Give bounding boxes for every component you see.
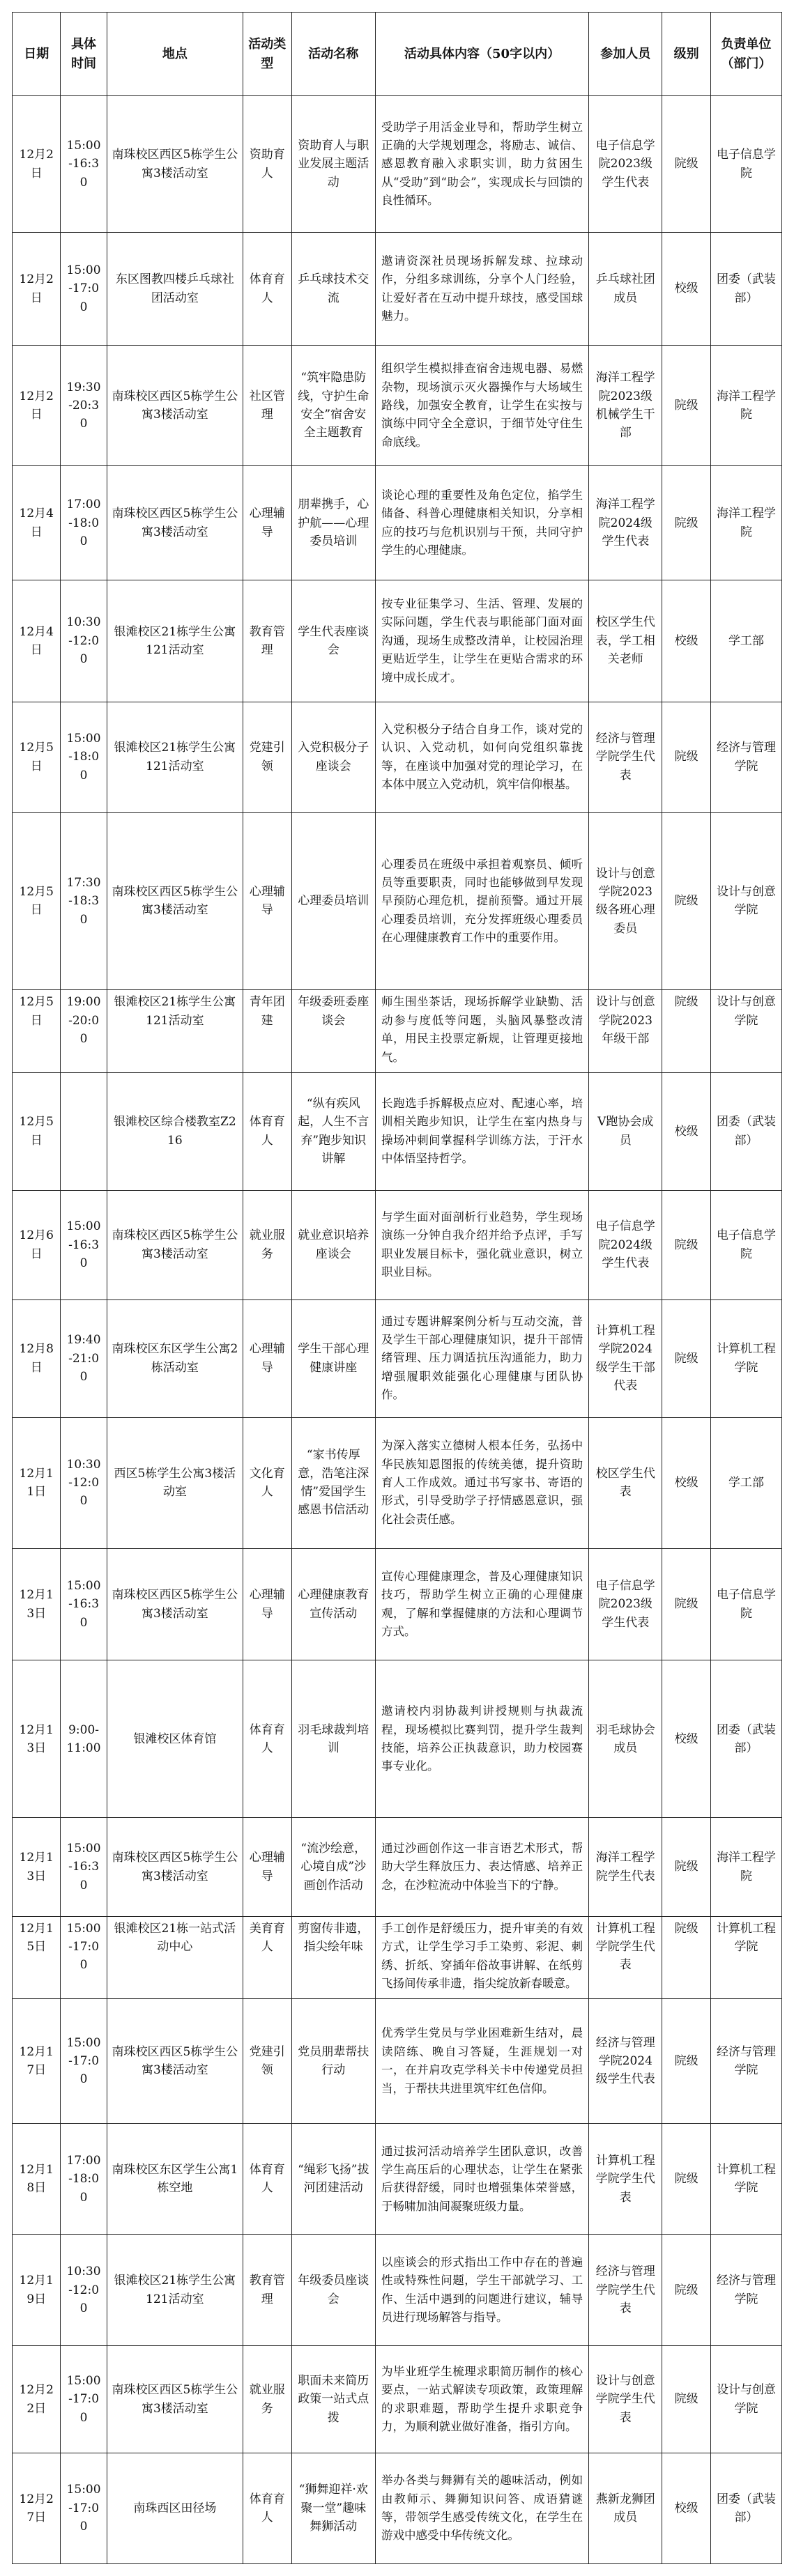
header-type: 活动类型	[243, 13, 291, 96]
table-row	[13, 2124, 782, 2235]
cell-unit: 电子信息学院	[710, 1190, 781, 1299]
cell-content: 为毕业班学生梳理求职简历制作的核心要点，一站式解读专项政策，政策理解的求职难题，帮助学生提升求职竞争力，为顺利就业做好准备，指引方向。	[376, 2346, 589, 2453]
table-body	[13, 96, 782, 2564]
cell-place: 银滩校区21栋学生公寓121活动室	[107, 702, 243, 812]
cell-type: 青年团建	[243, 990, 291, 1072]
cell-type: 体育育人	[243, 2124, 291, 2235]
cell-type: 美育育人	[243, 1916, 291, 1998]
cell-activity-name: “绳彩飞扬”拔河团建活动	[291, 2124, 375, 2235]
table-row	[13, 1818, 782, 1916]
cell-type: 体育育人	[243, 1072, 291, 1190]
cell-unit: 经济与管理学院	[710, 1998, 781, 2124]
header-place: 地点	[107, 13, 243, 96]
cell-level: 院级	[662, 702, 710, 812]
cell-content: 举办各类与舞狮有关的趣味活动，例如由教师示、舞狮知识问答、成语猜谜等，带领学生感受传统文化，在学生在游戏中感受中华传统文化。	[376, 2453, 589, 2563]
cell-type: 心理辅导	[243, 1818, 291, 1916]
cell-unit: 计算机工程学院	[710, 1916, 781, 1998]
table-row	[13, 1417, 782, 1548]
cell-type: 体育育人	[243, 2453, 291, 2563]
cell-activity-name: 党员朋辈帮扶行动	[291, 1998, 375, 2124]
cell-place: 南珠校区西区5栋学生公寓3楼活动室	[107, 1548, 243, 1660]
cell-content: 入党积极分子结合自身工作，谈对党的认识、入党动机，如何向党组织靠拢等，在座谈中加强对党的理论学习，在本体中展立入党动机，筑牢信仰根基。	[376, 702, 589, 812]
schedule-table-container	[12, 12, 782, 2564]
cell-content: 组织学生模拟排查宿舍违规电器、易燃杂物，现场演示灭火器操作与大场域生路线，加强安全教育，让学生在实按与演练中同守全全意识，于细节处守住生命底线。	[376, 345, 589, 465]
cell-unit: 海洋工程学院	[710, 466, 781, 580]
cell-date: 12月2日	[13, 96, 61, 233]
cell-time: 19:30-20:30	[61, 345, 107, 465]
cell-unit: 团委（武装部）	[710, 2453, 781, 2563]
cell-participants: 校区学生代表，学工相关老师	[589, 580, 662, 702]
cell-time: 15:00-16:30	[61, 1548, 107, 1660]
cell-activity-name: 职面未来简历政策一站式点拨	[291, 2346, 375, 2453]
cell-participants: 羽毛球协会成员	[589, 1660, 662, 1818]
table-row	[13, 1998, 782, 2124]
cell-date: 12月5日	[13, 1072, 61, 1190]
cell-content: 师生围坐茶话，现场拆解学业缺勤、活动参与度低等问题，头脑风暴整改清单，用民主投票定新规，让管理更接地气。	[376, 990, 589, 1072]
cell-place: 银滩校区21栋一站式活动中心	[107, 1916, 243, 1998]
cell-type: 资助育人	[243, 96, 291, 233]
cell-unit: 计算机工程学院	[710, 1299, 781, 1417]
cell-participants: 计算机工程学院2024级学生干部代表	[589, 1299, 662, 1417]
cell-type: 教育管理	[243, 2235, 291, 2346]
cell-type: 文化育人	[243, 1417, 291, 1548]
cell-date: 12月2日	[13, 233, 61, 346]
cell-participants: 电子信息学院2024级学生代表	[589, 1190, 662, 1299]
table-row	[13, 580, 782, 702]
table-row	[13, 233, 782, 346]
cell-participants: 海洋工程学院学生代表	[589, 1818, 662, 1916]
table-row	[13, 1916, 782, 1998]
cell-level: 院级	[662, 1548, 710, 1660]
cell-content: 邀请校内羽协裁判讲授规则与执裁流程，现场模拟比赛判罚，提升学生裁判技能，培养公正执裁意识，助力校园赛事专业化。	[376, 1660, 589, 1818]
cell-place: 南珠校区西区5栋学生公寓3楼活动室	[107, 1998, 243, 2124]
cell-date: 12月8日	[13, 1299, 61, 1417]
cell-level: 院级	[662, 466, 710, 580]
cell-level: 院级	[662, 1818, 710, 1916]
table-row	[13, 1190, 782, 1299]
cell-participants: V跑协会成员	[589, 1072, 662, 1190]
cell-unit: 经济与管理学院	[710, 2235, 781, 2346]
cell-place: 南珠校区西区5栋学生公寓3楼活动室	[107, 1190, 243, 1299]
cell-place: 南珠西区田径场	[107, 2453, 243, 2563]
cell-content: 以座谈会的形式指出工作中存在的普遍性或特殊性问题，学生干部就学习、工作、生活中遇到的问题进行建议，辅导员进行现场解答与指导。	[376, 2235, 589, 2346]
cell-level: 院级	[662, 96, 710, 233]
cell-time: 10:30-12:00	[61, 580, 107, 702]
cell-participants: 电子信息学院2023级学生代表	[589, 1548, 662, 1660]
cell-level: 院级	[662, 2124, 710, 2235]
table-row	[13, 1299, 782, 1417]
cell-date: 12月11日	[13, 1417, 61, 1548]
cell-content: 邀请资深社员现场拆解发球、拉球动作，分组多球训练，分享个人门经验，让爱好者在互动中提升球技，感受国球魅力。	[376, 233, 589, 346]
cell-participants: 设计与创意学院2023年级干部	[589, 990, 662, 1072]
cell-participants: 燕新龙狮团成员	[589, 2453, 662, 2563]
cell-participants: 电子信息学院2023级学生代表	[589, 96, 662, 233]
cell-level: 校级	[662, 1417, 710, 1548]
cell-place: 南珠校区西区5栋学生公寓3楼活动室	[107, 2346, 243, 2453]
cell-activity-name: 乒乓球技术交流	[291, 233, 375, 346]
cell-time: 17:00-18:00	[61, 466, 107, 580]
cell-content: 长跑选手拆解极点应对、配速心率，培训相关跑步知识，让学生在室内热身与操场冲刺间掌握科学训练方法，于汗水中体悟坚持哲学。	[376, 1072, 589, 1190]
header-time: 具体时间	[61, 13, 107, 96]
cell-place: 银滩校区体育馆	[107, 1660, 243, 1818]
cell-activity-name: “狮舞迎祥·欢聚一堂”趣味舞狮活动	[291, 2453, 375, 2563]
cell-participants: 计算机工程学院学生代表	[589, 1916, 662, 1998]
cell-activity-name: 学生干部心理健康讲座	[291, 1299, 375, 1417]
table-row	[13, 1548, 782, 1660]
cell-participants: 经济与管理学院学生代表	[589, 702, 662, 812]
cell-time: 10:30-12:00	[61, 2235, 107, 2346]
header-level: 级别	[662, 13, 710, 96]
cell-content: 通过专题讲解案例分析与互动交流，普及学生干部心理健康知识，提升干部情绪管理、压力调适抗压沟通能力，助力增强履职效能强化心理健康与团队协作。	[376, 1299, 589, 1417]
cell-type: 教育管理	[243, 580, 291, 702]
cell-activity-name: 剪窗传非遗，指尖绘年味	[291, 1916, 375, 1998]
cell-date: 12月15日	[13, 1916, 61, 1998]
cell-time: 17:00-18:00	[61, 2124, 107, 2235]
cell-activity-name: 资助育人与职业发展主题活动	[291, 96, 375, 233]
table-row	[13, 812, 782, 990]
cell-type: 体育育人	[243, 233, 291, 346]
cell-activity-name: 年级委员座谈会	[291, 2235, 375, 2346]
cell-place: 南珠校区西区5栋学生公寓3楼活动室	[107, 466, 243, 580]
header-content: 活动具体内容（50字以内）	[376, 13, 589, 96]
cell-level: 院级	[662, 990, 710, 1072]
table-row	[13, 990, 782, 1072]
cell-participants: 计算机工程学院学生代表	[589, 2124, 662, 2235]
header-row	[13, 13, 782, 96]
cell-place: 南珠校区东区学生公寓2栋活动室	[107, 1299, 243, 1417]
cell-content: 受助学子用活金业导和，帮助学生树立正确的大学规划理念，将励志、诚信、感恩教育融入求职实训，助力贫困生从“受助”到“助会”，实现成长与回馈的良性循环。	[376, 96, 589, 233]
cell-content: 为深入落实立德树人根本任务，弘扬中华民族知恩图报的传统美德，提升资助育人工作成效。通过书写家书、寄语的形式，引导受助学子抒情感恩意识，强化社会责任感。	[376, 1417, 589, 1548]
cell-time: 15:00-17:00	[61, 1916, 107, 1998]
cell-place: 东区图教四楼乒乓球社团活动室	[107, 233, 243, 346]
cell-activity-name: 羽毛球裁判培训	[291, 1660, 375, 1818]
header-name: 活动名称	[291, 13, 375, 96]
cell-place: 银滩校区21栋学生公寓121活动室	[107, 990, 243, 1072]
cell-activity-name: 就业意识培养座谈会	[291, 1190, 375, 1299]
cell-unit: 设计与创意学院	[710, 812, 781, 990]
cell-type: 党建引领	[243, 702, 291, 812]
cell-level: 院级	[662, 2346, 710, 2453]
cell-type: 心理辅导	[243, 466, 291, 580]
table-row	[13, 2235, 782, 2346]
header-date: 日期	[13, 13, 61, 96]
cell-time: 17:30-18:30	[61, 812, 107, 990]
cell-content: 宣传心理健康理念，普及心理健康知识技巧，帮助学生树立正确的心理健康观，了解和掌握健康的方法和心理调节方式。	[376, 1548, 589, 1660]
cell-date: 12月5日	[13, 812, 61, 990]
cell-participants: 经济与管理学院学生代表	[589, 2235, 662, 2346]
cell-place: 银滩校区21栋学生公寓121活动室	[107, 580, 243, 702]
cell-content: 通过沙画创作这一非言语艺术形式，帮助大学生释放压力、表达情感、培养正念，在沙粒流动中体验当下的宁静。	[376, 1818, 589, 1916]
cell-activity-name: “家书传厚意，浩笔注深情”爱国学生感恩书信活动	[291, 1417, 375, 1548]
cell-place: 南珠校区西区5栋学生公寓3楼活动室	[107, 1818, 243, 1916]
cell-activity-name: 朋辈携手，心护航——心理委员培训	[291, 466, 375, 580]
table-row	[13, 96, 782, 233]
cell-participants: 海洋工程学院2023级机械学生干部	[589, 345, 662, 465]
cell-date: 12月2日	[13, 345, 61, 465]
cell-place: 银滩校区21栋学生公寓121活动室	[107, 2235, 243, 2346]
cell-date: 12月13日	[13, 1548, 61, 1660]
cell-level: 院级	[662, 1916, 710, 1998]
activity-schedule-table	[12, 12, 782, 2564]
cell-unit: 海洋工程学院	[710, 1818, 781, 1916]
cell-activity-name: 年级委班委座谈会	[291, 990, 375, 1072]
cell-activity-name: 学生代表座谈会	[291, 580, 375, 702]
cell-activity-name: “纵有疾风起，人生不言弃”跑步知识讲解	[291, 1072, 375, 1190]
cell-participants: 海洋工程学院2024级学生代表	[589, 466, 662, 580]
table-row	[13, 345, 782, 465]
cell-unit: 计算机工程学院	[710, 2124, 781, 2235]
cell-participants: 设计与创意学院2023级各班心理委员	[589, 812, 662, 990]
cell-time: 15:00-16:30	[61, 1190, 107, 1299]
cell-content: 与学生面对面剖析行业趋势，学生现场演练一分钟自我介绍并给予点评，手写职业发展目标卡，强化就业意识，树立职业目标。	[376, 1190, 589, 1299]
cell-content: 手工创作是舒缓压力，提升审美的有效方式，让学生学习手工染剪、彩泥、刺绣、折纸、穿插年俗故事讲解、在纸剪飞扬间传承非遗，指尖绽放新春暖意。	[376, 1916, 589, 1998]
cell-unit: 电子信息学院	[710, 1548, 781, 1660]
cell-type: 心理辅导	[243, 1548, 291, 1660]
cell-time: 19:00-20:00	[61, 990, 107, 1072]
cell-type: 体育育人	[243, 1660, 291, 1818]
cell-place: 南珠校区西区5栋学生公寓3楼活动室	[107, 345, 243, 465]
cell-level: 院级	[662, 345, 710, 465]
cell-type: 就业服务	[243, 2346, 291, 2453]
cell-place: 南珠校区西区5栋学生公寓3楼活动室	[107, 96, 243, 233]
cell-level: 校级	[662, 1660, 710, 1818]
cell-type: 党建引领	[243, 1998, 291, 2124]
table-row	[13, 2453, 782, 2563]
cell-date: 12月27日	[13, 2453, 61, 2563]
cell-level: 院级	[662, 1299, 710, 1417]
cell-activity-name: “筑牢隐患防线，守护生命安全”宿舍安全主题教育	[291, 345, 375, 465]
cell-activity-name: 心理委员培训	[291, 812, 375, 990]
cell-content: 优秀学生党员与学业困难新生结对，晨读陪练、晚自习答疑，生涯规划一对一，在并肩攻克学科关卡中传递党员担当，于帮扶共进里筑牢红色信仰。	[376, 1998, 589, 2124]
cell-place: 南珠校区东区学生公寓1栋空地	[107, 2124, 243, 2235]
cell-date: 12月4日	[13, 580, 61, 702]
cell-unit: 经济与管理学院	[710, 702, 781, 812]
cell-level: 院级	[662, 1190, 710, 1299]
cell-unit: 设计与创意学院	[710, 2346, 781, 2453]
cell-participants: 校区学生代表	[589, 1417, 662, 1548]
cell-time: 15:00-17:00	[61, 233, 107, 346]
cell-activity-name: 入党积极分子座谈会	[291, 702, 375, 812]
cell-content: 谈论心理的重要性及角色定位，掐学生储备、科普心理健康相关知识，分享相应的技巧与危机识别与干预，共同守护学生的心理健康。	[376, 466, 589, 580]
cell-date: 12月13日	[13, 1818, 61, 1916]
cell-date: 12月5日	[13, 702, 61, 812]
cell-level: 校级	[662, 233, 710, 346]
cell-unit: 团委（武装部）	[710, 1660, 781, 1818]
cell-time: 19:40-21:00	[61, 1299, 107, 1417]
cell-type: 心理辅导	[243, 812, 291, 990]
cell-date: 12月4日	[13, 466, 61, 580]
cell-participants: 乒乓球社团成员	[589, 233, 662, 346]
cell-time: 9:00-11:00	[61, 1660, 107, 1818]
cell-place: 西区5栋学生公寓3楼活动室	[107, 1417, 243, 1548]
table-row	[13, 1660, 782, 1818]
cell-date: 12月22日	[13, 2346, 61, 2453]
cell-level: 校级	[662, 1072, 710, 1190]
cell-level: 校级	[662, 2453, 710, 2563]
cell-participants: 设计与创意学院学生代表	[589, 2346, 662, 2453]
table-row	[13, 2346, 782, 2453]
cell-time: 15:00-16:30	[61, 1818, 107, 1916]
cell-unit: 海洋工程学院	[710, 345, 781, 465]
cell-time: 15:00-16:30	[61, 96, 107, 233]
cell-unit: 电子信息学院	[710, 96, 781, 233]
cell-place: 南珠校区西区5栋学生公寓3楼活动室	[107, 812, 243, 990]
cell-date: 12月6日	[13, 1190, 61, 1299]
cell-time: 10:30-12:00	[61, 1417, 107, 1548]
cell-content: 按专业征集学习、生活、管理、发展的实际问题，学生代表与职能部门面对面沟通，现场生成整改清单，让校园治理更贴近学生，让学生在更贴合需求的环境中成长成才。	[376, 580, 589, 702]
cell-date: 12月17日	[13, 1998, 61, 2124]
cell-unit: 设计与创意学院	[710, 990, 781, 1072]
cell-date: 12月19日	[13, 2235, 61, 2346]
cell-unit: 团委（武装部）	[710, 1072, 781, 1190]
cell-content: 心理委员在班级中承担着观察员、倾听员等重要职责，同时也能够做到早发现早预防心理危机，提前预警。通过开展心理委员培训，充分发挥班级心理委员在心理健康教育工作中的重要作用。	[376, 812, 589, 990]
cell-time: 15:00-17:00	[61, 2453, 107, 2563]
cell-unit: 学工部	[710, 1417, 781, 1548]
table-row	[13, 466, 782, 580]
cell-unit: 学工部	[710, 580, 781, 702]
table-row	[13, 1072, 782, 1190]
cell-time: 15:00-18:00	[61, 702, 107, 812]
cell-date: 12月5日	[13, 990, 61, 1072]
cell-content: 通过拔河活动培养学生团队意识，改善学生高压后的心理状态，让学生在紧张后获得舒缓，同时也增强集体荣誉感，于畅啸加油间凝聚班级力量。	[376, 2124, 589, 2235]
cell-unit: 团委（武装部）	[710, 233, 781, 346]
cell-participants: 经济与管理学院2024级学生代表	[589, 1998, 662, 2124]
cell-level: 校级	[662, 580, 710, 702]
header-people: 参加人员	[589, 13, 662, 96]
cell-date: 12月13日	[13, 1660, 61, 1818]
cell-level: 院级	[662, 812, 710, 990]
cell-time: 15:00-17:00	[61, 1998, 107, 2124]
cell-type: 心理辅导	[243, 1299, 291, 1417]
cell-activity-name: 心理健康教育宣传活动	[291, 1548, 375, 1660]
cell-type: 社区管理	[243, 345, 291, 465]
table-row	[13, 702, 782, 812]
cell-date: 12月18日	[13, 2124, 61, 2235]
cell-activity-name: “流沙绘意，心境自成”沙画创作活动	[291, 1818, 375, 1916]
cell-time	[61, 1072, 107, 1190]
cell-level: 院级	[662, 1998, 710, 2124]
header-unit: 负责单位（部门）	[710, 13, 781, 96]
cell-level: 院级	[662, 2235, 710, 2346]
cell-type: 就业服务	[243, 1190, 291, 1299]
cell-place: 银滩校区综合楼教室Z216	[107, 1072, 243, 1190]
cell-time: 15:00-17:00	[61, 2346, 107, 2453]
